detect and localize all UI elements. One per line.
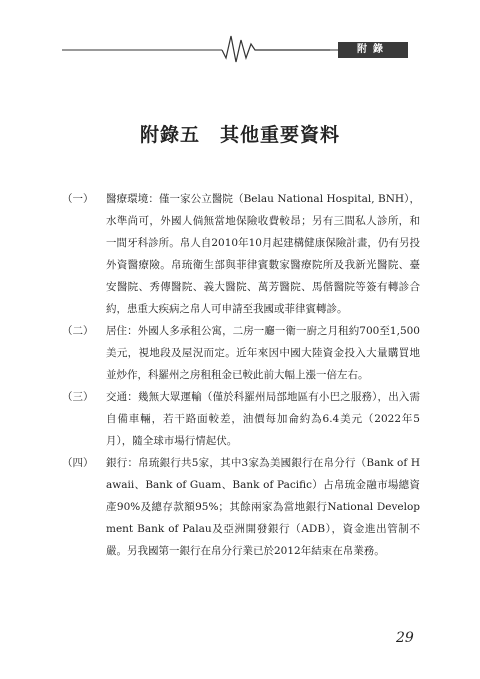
list-item	[62, 320, 420, 386]
item-number: （四）	[62, 457, 94, 469]
item-number: （三）	[62, 391, 94, 403]
page-number: 29	[396, 630, 414, 646]
item-number: （二）	[62, 325, 94, 337]
page-title: 附錄五 其他重要資料	[139, 124, 340, 146]
running-header	[0, 28, 480, 68]
header-label: 附錄	[338, 42, 408, 58]
item-text: 醫療環境：僅一家公立醫院（Belau National Hospital, BNH），水準尚可，外國人倘無當地保險收費較昂；另有三間私人診所，和一間牙科診所。帛人自2010年10月起建構健康保險計畫，仍有另投外資醫療險。帛琉衛生部與菲律賓數家醫療院所及我新光醫院、臺安醫院、秀傳醫院、義大醫院、萬芳醫院、馬偕醫院等簽有轉診合約，患重大疾病之帛人可申請至我國或菲律賓轉診。	[106, 193, 420, 315]
item-number: （一）	[62, 193, 94, 205]
document-body	[62, 188, 420, 562]
list-item	[62, 188, 420, 320]
item-text: 銀行：帛琉銀行共5家，其中3家為美國銀行在帛分行（Bank of Hawaii、Bank of Guam、Bank of Pacific）占帛琉金融市場總資產90%及總存款額95%；其餘兩家為當地銀行National Development Bank of Palau及亞洲開發銀行（ADB），資金進出管制不嚴。另我國第一銀行在帛分行業已於2012年結束在帛業務。	[106, 457, 420, 557]
item-text: 交通：幾無大眾運輸（僅於科羅州局部地區有小巴之服務），出入需自備車輛，若干路面較差，油價每加侖約為6.4美元（2022年5月），隨全球市場行情起伏。	[106, 391, 420, 447]
item-text: 居住：外國人多承租公寓，二房一廳一衛一廚之月租約700至1,500美元，視地段及屋況而定。近年來因中國大陸資金投入大量購買地並炒作，科羅州之房租租金已較此前大幅上漲一倍左右。	[106, 325, 420, 381]
list-item	[62, 452, 420, 562]
header-wave-decoration	[0, 28, 480, 68]
list-item	[62, 386, 420, 452]
